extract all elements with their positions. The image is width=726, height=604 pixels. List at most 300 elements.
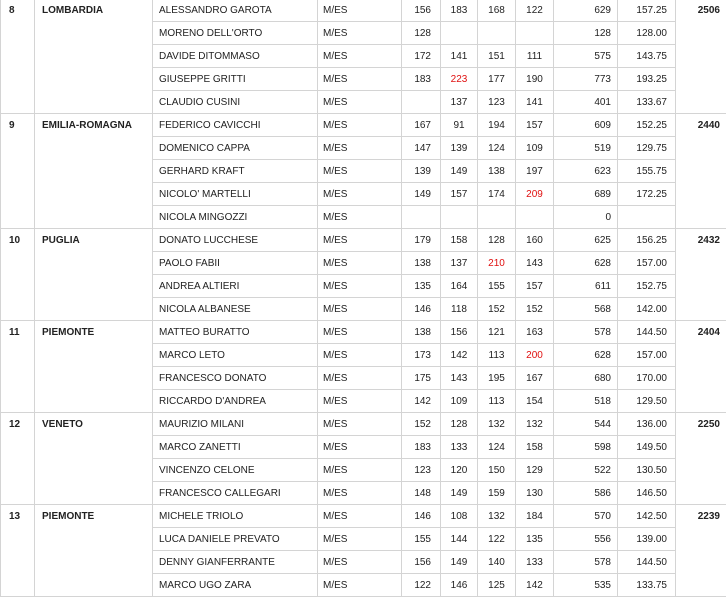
game-score: 141	[441, 45, 478, 68]
table-row	[1, 45, 726, 68]
rank-cell	[1, 91, 35, 114]
table-row	[1, 114, 726, 137]
table-row	[1, 22, 726, 45]
player-name: CLAUDIO CUSINI	[153, 91, 318, 114]
table-row	[1, 275, 726, 298]
category-cell: M/ES	[318, 229, 402, 252]
standings-body	[1, 0, 726, 597]
table-row	[1, 0, 726, 22]
game-score: 158	[516, 436, 554, 459]
team-total	[676, 344, 726, 367]
region-cell	[35, 160, 153, 183]
player-name: MAURIZIO MILANI	[153, 413, 318, 436]
player-total: 519	[554, 137, 618, 160]
player-name: DOMENICO CAPPA	[153, 137, 318, 160]
region-cell: LOMBARDIA	[35, 0, 153, 22]
game-score: 146	[441, 574, 478, 597]
game-score: 163	[516, 321, 554, 344]
team-total	[676, 91, 726, 114]
game-score: 109	[516, 137, 554, 160]
team-total	[676, 160, 726, 183]
player-name: NICOLA MINGOZZI	[153, 206, 318, 229]
game-score: 154	[516, 390, 554, 413]
game-score: 152	[402, 413, 441, 436]
game-score: 179	[402, 229, 441, 252]
region-cell	[35, 298, 153, 321]
region-cell	[35, 459, 153, 482]
team-total	[676, 252, 726, 275]
player-average: 129.75	[618, 137, 676, 160]
game-score: 109	[441, 390, 478, 413]
category-cell: M/ES	[318, 160, 402, 183]
team-total	[676, 459, 726, 482]
game-score: 156	[402, 551, 441, 574]
player-average: 139.00	[618, 528, 676, 551]
game-score: 121	[478, 321, 516, 344]
game-score: 129	[516, 459, 554, 482]
game-score: 209	[516, 183, 554, 206]
region-cell	[35, 206, 153, 229]
player-total: 568	[554, 298, 618, 321]
game-score: 122	[402, 574, 441, 597]
player-average: 129.50	[618, 390, 676, 413]
table-row	[1, 137, 726, 160]
player-total: 578	[554, 321, 618, 344]
game-score: 157	[516, 114, 554, 137]
rank-cell	[1, 344, 35, 367]
game-score: 155	[478, 275, 516, 298]
player-name: ALESSANDRO GAROTA	[153, 0, 318, 22]
region-cell: VENETO	[35, 413, 153, 436]
game-score: 124	[478, 137, 516, 160]
player-name: LUCA DANIELE PREVATO	[153, 528, 318, 551]
player-name: DAVIDE DITOMMASO	[153, 45, 318, 68]
game-score: 173	[402, 344, 441, 367]
player-total: 575	[554, 45, 618, 68]
region-cell	[35, 344, 153, 367]
category-cell: M/ES	[318, 45, 402, 68]
table-row	[1, 505, 726, 528]
category-cell: M/ES	[318, 275, 402, 298]
team-total	[676, 436, 726, 459]
team-total	[676, 45, 726, 68]
team-total	[676, 68, 726, 91]
game-score: 140	[478, 551, 516, 574]
team-total	[676, 390, 726, 413]
player-name: ANDREA ALTIERI	[153, 275, 318, 298]
game-score: 139	[402, 160, 441, 183]
player-average: 128.00	[618, 22, 676, 45]
game-score: 156	[441, 321, 478, 344]
region-cell	[35, 528, 153, 551]
player-name: MARCO ZANETTI	[153, 436, 318, 459]
category-cell: M/ES	[318, 321, 402, 344]
category-cell: M/ES	[318, 0, 402, 22]
player-total: 609	[554, 114, 618, 137]
game-score: 124	[478, 436, 516, 459]
category-cell: M/ES	[318, 574, 402, 597]
rank-cell: 9	[1, 114, 35, 137]
player-total: 625	[554, 229, 618, 252]
game-score: 197	[516, 160, 554, 183]
player-total: 689	[554, 183, 618, 206]
player-total: 628	[554, 344, 618, 367]
region-cell: PUGLIA	[35, 229, 153, 252]
player-average: 170.00	[618, 367, 676, 390]
game-score: 133	[516, 551, 554, 574]
player-name: GIUSEPPE GRITTI	[153, 68, 318, 91]
table-row	[1, 390, 726, 413]
game-score: 132	[516, 413, 554, 436]
team-total	[676, 551, 726, 574]
table-row	[1, 459, 726, 482]
player-average: 155.75	[618, 160, 676, 183]
table-row	[1, 206, 726, 229]
game-score	[516, 22, 554, 45]
game-score: 152	[516, 298, 554, 321]
game-score: 177	[478, 68, 516, 91]
team-total: 2506	[676, 0, 726, 22]
game-score: 130	[516, 482, 554, 505]
game-score: 141	[516, 91, 554, 114]
game-score: 120	[441, 459, 478, 482]
game-score: 135	[402, 275, 441, 298]
category-cell: M/ES	[318, 183, 402, 206]
game-score: 167	[402, 114, 441, 137]
team-total	[676, 367, 726, 390]
game-score: 184	[516, 505, 554, 528]
game-score: 91	[441, 114, 478, 137]
rank-cell	[1, 275, 35, 298]
region-cell: PIEMONTE	[35, 321, 153, 344]
game-score: 123	[478, 91, 516, 114]
player-name: FRANCESCO CALLEGARI	[153, 482, 318, 505]
player-total: 401	[554, 91, 618, 114]
game-score: 151	[478, 45, 516, 68]
game-score: 157	[441, 183, 478, 206]
game-score: 210	[478, 252, 516, 275]
table-row	[1, 482, 726, 505]
player-average: 133.67	[618, 91, 676, 114]
game-score: 149	[441, 160, 478, 183]
game-score	[478, 206, 516, 229]
category-cell: M/ES	[318, 551, 402, 574]
player-name: MORENO DELL'ORTO	[153, 22, 318, 45]
region-cell	[35, 275, 153, 298]
rank-cell	[1, 160, 35, 183]
rank-cell	[1, 528, 35, 551]
player-total: 556	[554, 528, 618, 551]
game-score: 146	[402, 298, 441, 321]
table-row	[1, 252, 726, 275]
game-score: 190	[516, 68, 554, 91]
rank-cell	[1, 206, 35, 229]
player-average: 156.25	[618, 229, 676, 252]
category-cell: M/ES	[318, 22, 402, 45]
rank-cell	[1, 574, 35, 597]
game-score: 111	[516, 45, 554, 68]
player-name: NICOLA ALBANESE	[153, 298, 318, 321]
category-cell: M/ES	[318, 252, 402, 275]
table-row	[1, 229, 726, 252]
game-score: 123	[402, 459, 441, 482]
player-average: 193.25	[618, 68, 676, 91]
game-score: 150	[478, 459, 516, 482]
rank-cell	[1, 68, 35, 91]
region-cell	[35, 551, 153, 574]
player-name: DONATO LUCCHESE	[153, 229, 318, 252]
region-cell	[35, 68, 153, 91]
player-average: 136.00	[618, 413, 676, 436]
player-average: 142.00	[618, 298, 676, 321]
game-score: 149	[441, 551, 478, 574]
game-score: 158	[441, 229, 478, 252]
game-score: 194	[478, 114, 516, 137]
region-cell: PIEMONTE	[35, 505, 153, 528]
team-total: 2239	[676, 505, 726, 528]
rank-cell: 13	[1, 505, 35, 528]
player-name: MICHELE TRIOLO	[153, 505, 318, 528]
table-row	[1, 436, 726, 459]
player-name: MATTEO BURATTO	[153, 321, 318, 344]
game-score: 172	[402, 45, 441, 68]
region-cell	[35, 91, 153, 114]
category-cell: M/ES	[318, 68, 402, 91]
table-row	[1, 413, 726, 436]
category-cell: M/ES	[318, 413, 402, 436]
game-score: 142	[402, 390, 441, 413]
game-score: 223	[441, 68, 478, 91]
rank-cell	[1, 390, 35, 413]
player-average: 144.50	[618, 321, 676, 344]
player-average: 133.75	[618, 574, 676, 597]
game-score: 139	[441, 137, 478, 160]
rank-cell	[1, 45, 35, 68]
player-name: NICOLO' MARTELLI	[153, 183, 318, 206]
player-name: MARCO UGO ZARA	[153, 574, 318, 597]
player-average: 157.00	[618, 344, 676, 367]
table-row	[1, 574, 726, 597]
region-cell	[35, 367, 153, 390]
game-score: 128	[402, 22, 441, 45]
rank-cell	[1, 482, 35, 505]
player-total: 128	[554, 22, 618, 45]
game-score: 137	[441, 252, 478, 275]
game-score: 113	[478, 344, 516, 367]
table-row	[1, 344, 726, 367]
player-total: 518	[554, 390, 618, 413]
player-average: 172.25	[618, 183, 676, 206]
rank-cell	[1, 22, 35, 45]
player-average	[618, 206, 676, 229]
team-total	[676, 528, 726, 551]
game-score: 200	[516, 344, 554, 367]
game-score: 143	[441, 367, 478, 390]
category-cell: M/ES	[318, 436, 402, 459]
game-score: 160	[516, 229, 554, 252]
team-total	[676, 206, 726, 229]
table-row	[1, 68, 726, 91]
category-cell: M/ES	[318, 528, 402, 551]
rank-cell: 12	[1, 413, 35, 436]
player-name: FEDERICO CAVICCHI	[153, 114, 318, 137]
game-score: 132	[478, 413, 516, 436]
player-average: 146.50	[618, 482, 676, 505]
game-score	[516, 206, 554, 229]
team-total: 2432	[676, 229, 726, 252]
rank-cell	[1, 436, 35, 459]
game-score: 137	[441, 91, 478, 114]
game-score: 138	[402, 252, 441, 275]
game-score: 183	[402, 436, 441, 459]
team-total: 2440	[676, 114, 726, 137]
team-total	[676, 275, 726, 298]
table-row	[1, 367, 726, 390]
player-name: FRANCESCO DONATO	[153, 367, 318, 390]
player-average: 144.50	[618, 551, 676, 574]
table-row	[1, 551, 726, 574]
region-cell	[35, 436, 153, 459]
category-cell: M/ES	[318, 367, 402, 390]
region-cell	[35, 22, 153, 45]
region-cell	[35, 482, 153, 505]
category-cell: M/ES	[318, 137, 402, 160]
category-cell: M/ES	[318, 298, 402, 321]
team-total	[676, 137, 726, 160]
team-total: 2404	[676, 321, 726, 344]
game-score: 122	[478, 528, 516, 551]
player-total: 628	[554, 252, 618, 275]
game-score: 152	[478, 298, 516, 321]
rank-cell	[1, 551, 35, 574]
rank-cell: 10	[1, 229, 35, 252]
game-score	[402, 206, 441, 229]
game-score: 183	[441, 0, 478, 22]
player-average: 142.50	[618, 505, 676, 528]
category-cell: M/ES	[318, 344, 402, 367]
game-score: 144	[441, 528, 478, 551]
game-score: 128	[478, 229, 516, 252]
game-score: 128	[441, 413, 478, 436]
player-average: 157.25	[618, 0, 676, 22]
game-score: 157	[516, 275, 554, 298]
player-total: 598	[554, 436, 618, 459]
player-name: DENNY GIANFERRANTE	[153, 551, 318, 574]
player-average: 152.75	[618, 275, 676, 298]
table-row	[1, 183, 726, 206]
category-cell: M/ES	[318, 505, 402, 528]
player-total: 680	[554, 367, 618, 390]
game-score: 149	[402, 183, 441, 206]
game-score: 149	[441, 482, 478, 505]
player-name: GERHARD KRAFT	[153, 160, 318, 183]
game-score: 195	[478, 367, 516, 390]
game-score: 148	[402, 482, 441, 505]
game-score: 142	[516, 574, 554, 597]
region-cell	[35, 137, 153, 160]
game-score: 133	[441, 436, 478, 459]
game-score: 155	[402, 528, 441, 551]
player-average: 157.00	[618, 252, 676, 275]
table-row	[1, 321, 726, 344]
game-score: 183	[402, 68, 441, 91]
player-name: VINCENZO CELONE	[153, 459, 318, 482]
table-row	[1, 91, 726, 114]
category-cell: M/ES	[318, 206, 402, 229]
game-score: 147	[402, 137, 441, 160]
player-average: 149.50	[618, 436, 676, 459]
team-total	[676, 298, 726, 321]
game-score	[441, 206, 478, 229]
player-total: 773	[554, 68, 618, 91]
team-total	[676, 482, 726, 505]
category-cell: M/ES	[318, 91, 402, 114]
team-total: 2250	[676, 413, 726, 436]
region-cell	[35, 45, 153, 68]
category-cell: M/ES	[318, 482, 402, 505]
category-cell: M/ES	[318, 114, 402, 137]
player-total: 578	[554, 551, 618, 574]
player-total: 623	[554, 160, 618, 183]
player-average: 130.50	[618, 459, 676, 482]
game-score: 146	[402, 505, 441, 528]
game-score: 135	[516, 528, 554, 551]
game-score: 108	[441, 505, 478, 528]
player-name: PAOLO FABII	[153, 252, 318, 275]
game-score: 113	[478, 390, 516, 413]
rank-cell	[1, 137, 35, 160]
player-average: 143.75	[618, 45, 676, 68]
game-score: 175	[402, 367, 441, 390]
table-row	[1, 298, 726, 321]
player-total: 544	[554, 413, 618, 436]
player-name: MARCO LETO	[153, 344, 318, 367]
game-score	[441, 22, 478, 45]
region-cell	[35, 390, 153, 413]
game-score: 167	[516, 367, 554, 390]
game-score: 174	[478, 183, 516, 206]
game-score: 138	[478, 160, 516, 183]
category-cell: M/ES	[318, 390, 402, 413]
game-score: 122	[516, 0, 554, 22]
game-score: 159	[478, 482, 516, 505]
rank-cell: 11	[1, 321, 35, 344]
player-total: 629	[554, 0, 618, 22]
player-name: RICCARDO D'ANDREA	[153, 390, 318, 413]
player-total: 0	[554, 206, 618, 229]
player-total: 586	[554, 482, 618, 505]
rank-cell	[1, 252, 35, 275]
player-total: 611	[554, 275, 618, 298]
table-row	[1, 160, 726, 183]
game-score: 142	[441, 344, 478, 367]
player-total: 535	[554, 574, 618, 597]
game-score: 138	[402, 321, 441, 344]
game-score: 132	[478, 505, 516, 528]
region-cell	[35, 183, 153, 206]
rank-cell: 8	[1, 0, 35, 22]
team-total	[676, 574, 726, 597]
game-score: 118	[441, 298, 478, 321]
rank-cell	[1, 298, 35, 321]
rank-cell	[1, 183, 35, 206]
game-score: 168	[478, 0, 516, 22]
game-score: 156	[402, 0, 441, 22]
region-cell	[35, 574, 153, 597]
game-score: 125	[478, 574, 516, 597]
game-score: 143	[516, 252, 554, 275]
category-cell: M/ES	[318, 459, 402, 482]
